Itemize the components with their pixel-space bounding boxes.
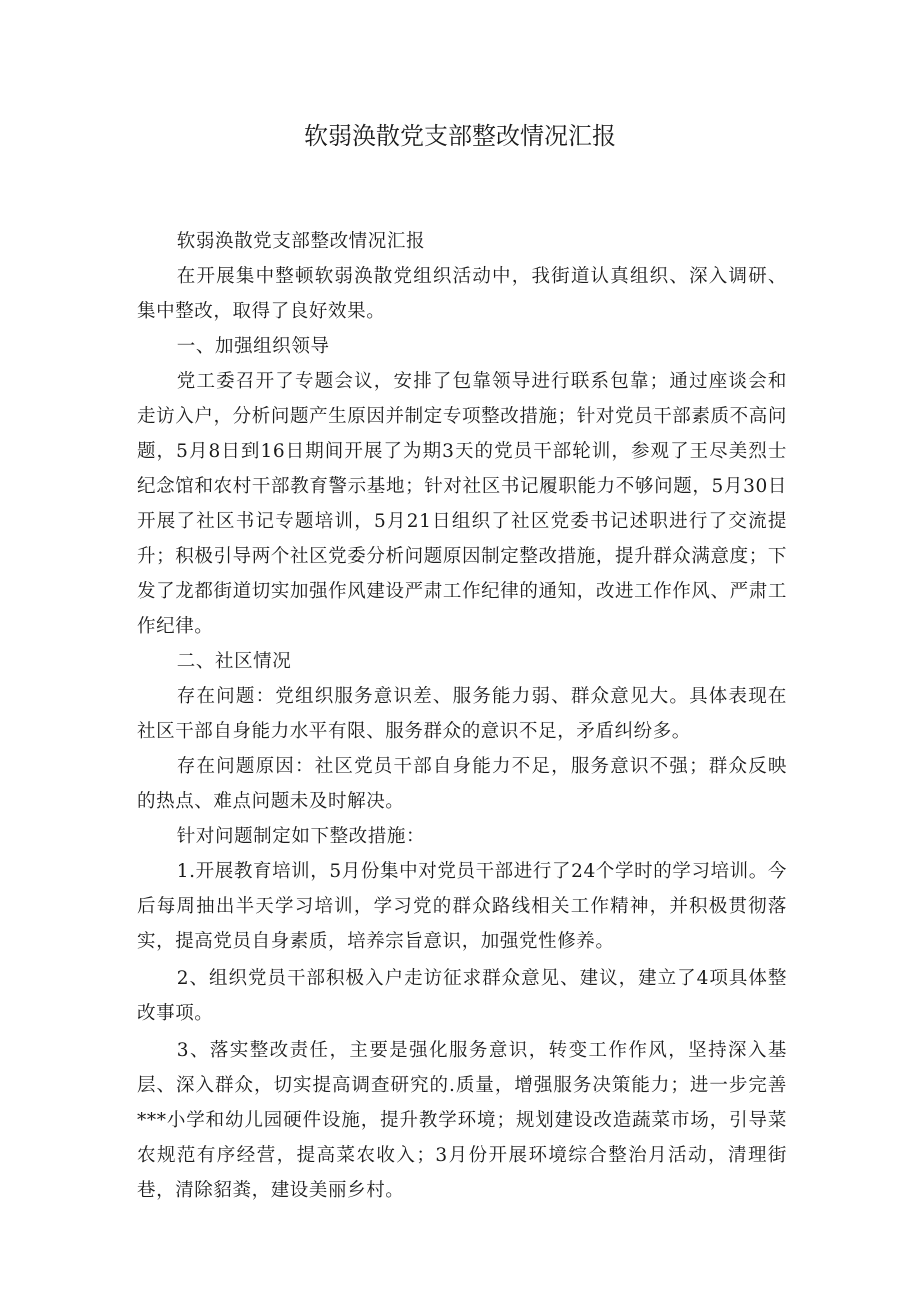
- section-1-paragraph: 党工委召开了专题会议，安排了包靠领导进行联系包靠；通过座谈会和走访入户，分析问题产生原因并制定专项整改措施；针对党员干部素质不高问题，5月8日到16日期间开展了为期3天的党员干部轮训，参观了王尽美烈士纪念馆和农村干部教育警示基地；针对社区书记履职能力不够问题，5月30日开展了社区书记专题培训，5月21日组织了社区党委书记述职进行了交流提升；积极引导两个社区党委分析问题原因制定整改措施，提升群众满意度；下发了龙都街道切实加强作风建设严肃工作纪律的通知，改进工作作风、严肃工作纪律。: [137, 371, 787, 637]
- measure-2-paragraph: 2、组织党员干部积极入户走访征求群众意见、建议，建立了4项具体整改事项。: [137, 968, 787, 1024]
- document-title: 软弱涣散党支部整改情况汇报: [304, 122, 616, 150]
- measure-3-paragraph: 3、落实整改责任，主要是强化服务意识，转变工作作风，坚持深入基层、深入群众，切实提高调查研究的.质量，增强服务决策能力；进一步完善***小学和幼儿园硬件设施，提升教学环境；规划建设改造蔬菜市场，引导菜农规范有序经营，提高菜农收入；3月份开展环境综合整治月活动，清理街巷，清除貂粪，建设美丽乡村。: [137, 1040, 787, 1201]
- intro-paragraph: 在开展集中整顿软弱涣散党组织活动中，我街道认真组织、深入调研、集中整改，取得了良好效果。: [137, 266, 787, 322]
- measures-intro-paragraph: 针对问题制定如下整改措施：: [176, 826, 426, 847]
- problem-cause-paragraph: 存在问题原因：社区党员干部自身能力不足，服务意识不强；群众反映的热点、难点问题未及时解决。: [137, 756, 787, 812]
- document-body: [137, 224, 787, 1208]
- problem-paragraph: 存在问题：党组织服务意识差、服务能力弱、群众意见大。具体表现在社区干部自身能力水平有限、服务群众的意识不足，矛盾纠纷多。: [137, 686, 787, 742]
- measure-1-paragraph: 1.开展教育培训，5月份集中对党员干部进行了24个学时的学习培训。今后每周抽出半天学习培训，学习党的群众路线相关工作精神，并积极贯彻落实，提高党员自身素质，培养宗旨意识，加强党性修养。: [137, 861, 787, 952]
- body-heading-paragraph: 软弱涣散党支部整改情况汇报: [176, 231, 426, 252]
- section-heading-1: 一、加强组织领导: [176, 336, 330, 357]
- section-heading-2: 二、社区情况: [176, 651, 292, 672]
